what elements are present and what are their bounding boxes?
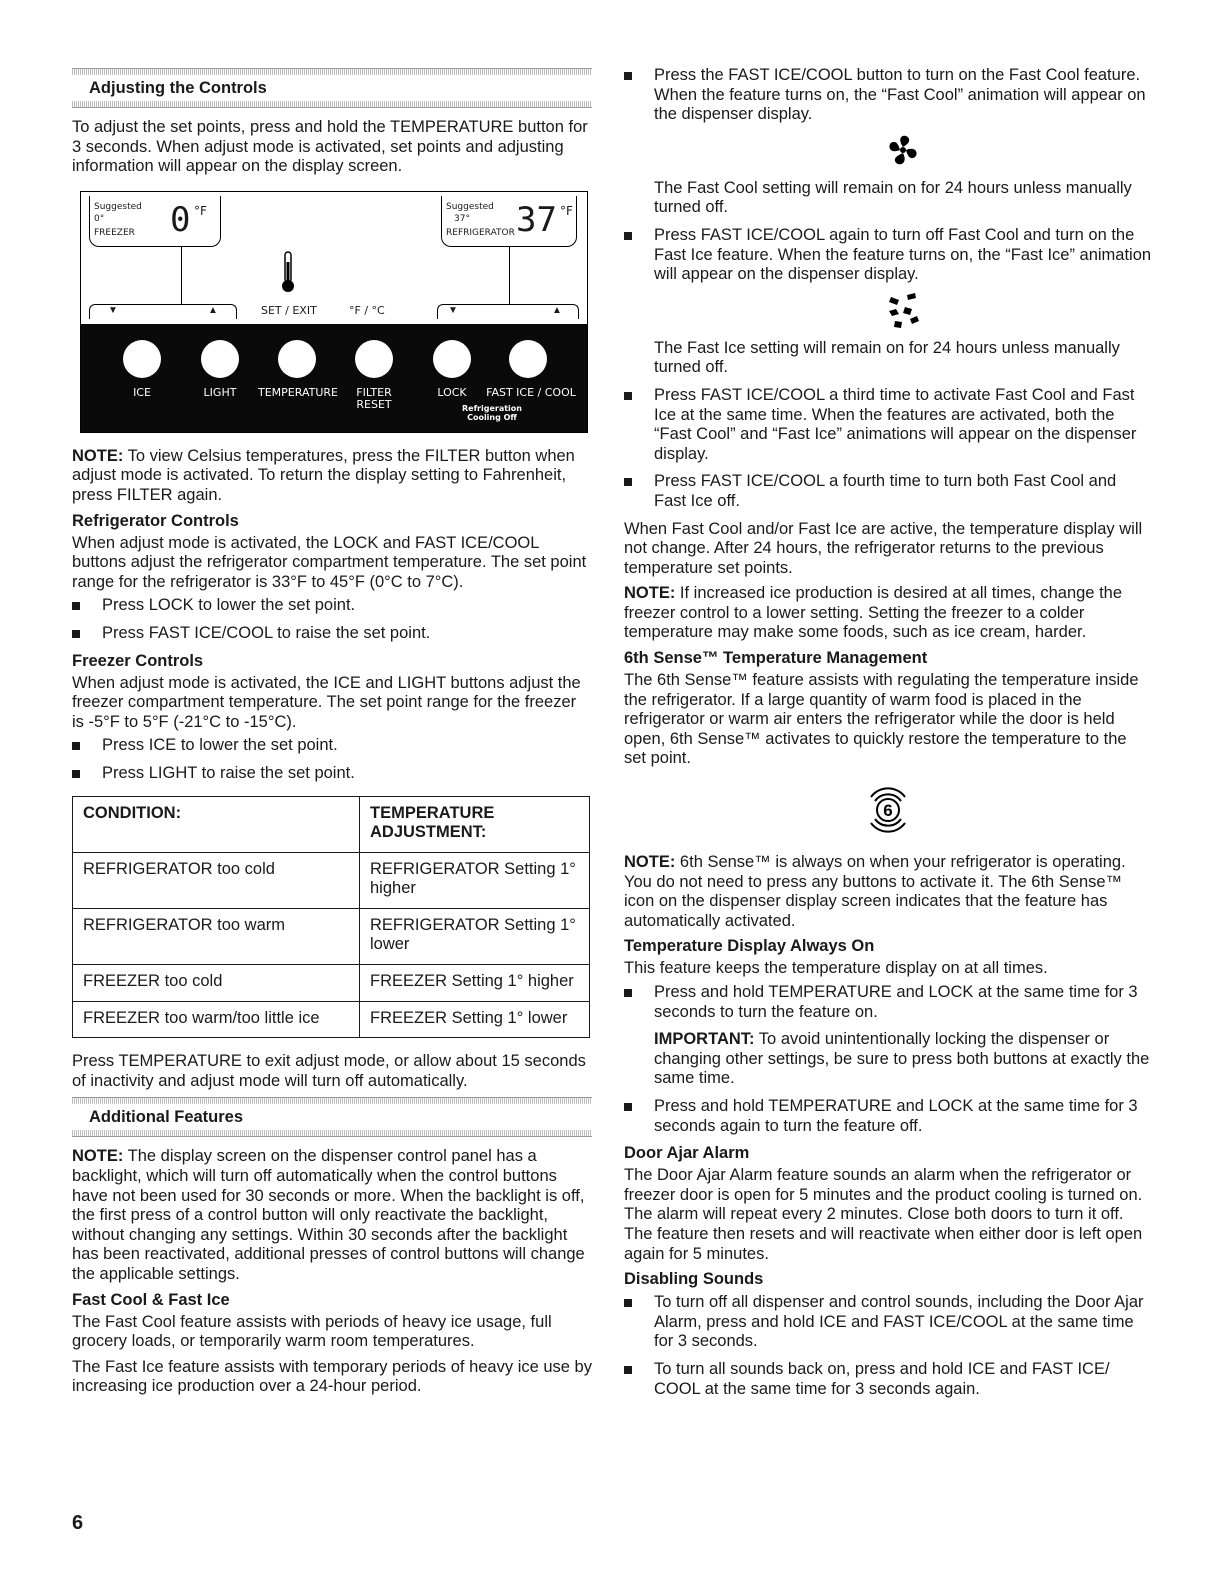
freezer-controls-list: [72, 736, 592, 783]
refrigerator-controls-list: [72, 596, 592, 643]
connector-line: [509, 246, 510, 304]
ice-button-label: ICE: [133, 385, 151, 399]
lock-button-label: LOCK: [437, 385, 467, 399]
table-cell: REFRIGERATOR too warm: [73, 908, 360, 964]
fast-ice-cubes-icon: [883, 291, 923, 329]
table-row: [73, 965, 590, 1002]
intro-paragraph: To adjust the set points, press and hold the TEMPERATURE button for 3 seconds. When adjust mode is activated, set points and adjusting information will appear on the display screen.: [72, 118, 588, 176]
freezer-display: [89, 196, 221, 247]
sixth-sense-icon: [865, 787, 911, 833]
note-text: If increased ice production is desired at all times, change the freezer control to a lower setting. Setting the freezer to a colder temperature may make some foods, such as ice cream, harder.: [624, 584, 1123, 642]
table-cell: REFRIGERATOR Setting 1° higher: [360, 852, 590, 908]
fridge-suggested-value: 37°: [454, 213, 470, 224]
fast-cool-fast-ice-heading: Fast Cool & Fast Ice: [72, 1290, 230, 1309]
fridge-suggested-label: Suggested: [446, 201, 494, 212]
note-label: NOTE:: [624, 853, 676, 872]
connector-line: [181, 246, 182, 304]
section-rule: [72, 101, 592, 108]
fast-ice-cool-button[interactable]: [509, 340, 547, 378]
fast-cool-icon-box: [654, 131, 1152, 171]
fridge-unit: °F: [560, 203, 573, 218]
temperature-display-list: [624, 983, 1152, 1136]
page-number: 6: [72, 1512, 84, 1534]
note-sixth-sense: [624, 853, 1152, 931]
list-item: Press LOCK to lower the set point.: [72, 596, 592, 616]
list-item: Press FAST ICE/COOL a third time to activate Fast Cool and Fast Ice at the same time. When the features are activated, both the “Fast Cool” and “Fast Ice” animations will appear on the dispenser display.: [624, 386, 1152, 464]
freezer-controls-heading: Freezer Controls: [72, 651, 204, 670]
set-exit-label: SET / EXIT: [261, 303, 317, 317]
door-ajar-heading: Door Ajar Alarm: [624, 1144, 750, 1163]
sixth-sense-icon-box: [624, 787, 1152, 833]
table-cell: REFRIGERATOR Setting 1° lower: [360, 908, 590, 964]
filter-reset-button[interactable]: [355, 340, 393, 378]
note-label: NOTE:: [72, 1147, 124, 1166]
list-item: To turn off all dispenser and control sounds, including the Door Ajar Alarm, press and hold ICE and FAST ICE/COOL at the same time for 3 seconds.: [624, 1293, 1152, 1352]
list-item: Press FAST ICE/COOL a fourth time to turn both Fast Cool and Fast Ice off.: [624, 472, 1152, 511]
section-rule: [72, 1097, 592, 1104]
sixth-sense-text: The 6th Sense™ feature assists with regulating the temperature inside the refrigerator. If a large quantity of warm food is placed in the refrigerator or warm air enters the refrigerator while the door is held open, 6th Sense™ activates to quickly restore the temperature to the set point.: [624, 671, 1139, 768]
note-ice-production: [624, 584, 1152, 643]
up-arrow-icon: ▲: [552, 304, 562, 316]
refrigerator-controls-heading: Refrigerator Controls: [72, 511, 239, 530]
right-column: [624, 62, 1152, 1407]
list-item: [624, 66, 1152, 218]
active-display-text: When Fast Cool and/or Fast Ice are active, the temperature display will not change. After 24 hours, the refrigerator returns to the previous temperature set points.: [624, 519, 1143, 577]
table-row: [73, 1001, 590, 1038]
section-header-additional: [72, 1097, 592, 1137]
note-label: NOTE:: [72, 446, 124, 465]
section-title: Additional Features: [89, 1108, 244, 1127]
up-arrow-icon: ▲: [208, 304, 218, 316]
fast-cool-fan-icon: [885, 131, 921, 169]
table-header-cell: CONDITION:: [73, 796, 360, 852]
condition-table: [72, 796, 590, 1039]
fast-ice-cool-button-label: FAST ICE / COOL: [486, 385, 576, 399]
section-header-adjusting: [72, 68, 592, 108]
sixth-sense-heading: 6th Sense™ Temperature Management: [624, 649, 928, 668]
refrigeration-cooling-off-label: Refrigeration Cooling Off: [461, 403, 522, 422]
fast-ice-icon-box: [654, 291, 1152, 331]
note-text: The display screen on the dispenser control panel has a backlight, which will turn off automatically when the control buttons have not been used for 30 seconds or more. When the backlight is off, the first press of a control button will only reactivate the backlight, without changing any settings. Within 30 seconds after the backlight has been reactivated, additional presses of control buttons will change the applicable settings.: [72, 1147, 585, 1283]
light-button-label: LIGHT: [203, 385, 237, 399]
table-row: [73, 852, 590, 908]
refrigerator-controls-text: When adjust mode is activated, the LOCK and FAST ICE/COOL buttons adjust the refrigerator compartment temperature. The set point range for the refrigerator is 33°F to 45°F (0°C to 7°C).: [72, 533, 587, 591]
thermometer-icon: [281, 250, 295, 294]
ice-button[interactable]: [123, 340, 161, 378]
fast-ice-step: Press FAST ICE/COOL again to turn off Fast Cool and turn on the Fast Ice feature. When the feature turns on, the “Fast Ice” animation will appear on the dispenser display.: [654, 225, 1152, 284]
sixth-sense-icon-digit: 6: [883, 801, 893, 821]
table-cell: FREEZER too warm/too little ice: [73, 1001, 360, 1038]
important-text: To avoid unintentionally locking the dispenser or changing other settings, be sure to press both buttons at exactly the same time.: [654, 1030, 1150, 1088]
table-cell: FREEZER Setting 1° higher: [360, 965, 590, 1002]
list-item: [624, 226, 1152, 378]
down-arrow-icon: ▼: [108, 304, 118, 316]
exit-adjust-text: Press TEMPERATURE to exit adjust mode, or allow about 15 seconds of inactivity and adjust mode will turn off automatically.: [72, 1052, 586, 1090]
freezer-suggested-value: 0°: [94, 213, 105, 224]
temperature-display-heading: Temperature Display Always On: [624, 937, 875, 956]
freezer-arrows: [89, 304, 237, 319]
section-rule: [72, 1130, 592, 1137]
note-text: To view Celsius temperatures, press the FILTER button when adjust mode is activated. To return the display setting to Fahrenheit, press FILTER again.: [72, 446, 575, 504]
refrigerator-display: [441, 196, 577, 247]
note-celsius: [72, 447, 592, 506]
note-text: 6th Sense™ is always on when your refrigerator is operating. You do not need to press any buttons to activate it. The 6th Sense™ icon on the dispenser display screen indicates that the feature has automatically activated.: [624, 853, 1126, 930]
panel-display-area: [81, 192, 585, 318]
list-item: Press and hold TEMPERATURE and LOCK at the same time for 3 seconds again to turn the feature off.: [624, 1097, 1152, 1136]
freezer-suggested-label: Suggested: [94, 201, 142, 212]
temperature-button-label: TEMPERATURE: [258, 385, 338, 399]
note-backlight: [72, 1147, 592, 1284]
important-label: IMPORTANT:: [654, 1030, 755, 1049]
door-ajar-text: The Door Ajar Alarm feature sounds an alarm when the refrigerator or freezer door is open for 5 minutes and the product cooling is turned on. The alarm will repeat every 2 minutes. Close both doors to turn it off. The feature then resets and will reactivate when either door is left open again for 5 minutes.: [624, 1166, 1143, 1263]
important-note: [654, 1030, 1152, 1089]
table-header-row: [73, 796, 590, 852]
fast-cool-ice-list: [624, 66, 1152, 512]
list-item: [624, 983, 1152, 1089]
table-cell: REFRIGERATOR too cold: [73, 852, 360, 908]
temperature-display-step-on: Press and hold TEMPERATURE and LOCK at the same time for 3 seconds to turn the feature on.: [654, 983, 1138, 1021]
disabling-sounds-list: [624, 1293, 1152, 1399]
lock-button[interactable]: [433, 340, 471, 378]
freezer-label: FREEZER: [94, 227, 135, 238]
temperature-display-text: This feature keeps the temperature display on at all times.: [624, 959, 1048, 978]
list-item: Press LIGHT to raise the set point.: [72, 764, 592, 784]
units-label: °F / °C: [349, 303, 385, 317]
light-button[interactable]: [201, 340, 239, 378]
section-rule: [72, 68, 592, 75]
filter-reset-button-label: FILTER RESET: [356, 385, 392, 411]
table-row: [73, 908, 590, 964]
list-item: Press FAST ICE/COOL to raise the set point.: [72, 624, 592, 644]
fast-ice-paragraph: The Fast Ice feature assists with temporary periods of heavy ice use by increasing ice production over a 24-hour period.: [72, 1357, 592, 1396]
control-panel-illustration: [80, 191, 588, 433]
freezer-temperature: 0: [170, 199, 191, 240]
list-item: Press ICE to lower the set point.: [72, 736, 592, 756]
table-cell: FREEZER Setting 1° lower: [360, 1001, 590, 1038]
down-arrow-icon: ▼: [448, 304, 458, 316]
fast-cool-duration: The Fast Cool setting will remain on for 24 hours unless manually turned off.: [654, 178, 1132, 217]
fast-ice-duration: The Fast Ice setting will remain on for 24 hours unless manually turned off.: [654, 338, 1120, 377]
temperature-button[interactable]: [278, 340, 316, 378]
disabling-sounds-heading: Disabling Sounds: [624, 1270, 764, 1289]
table-cell: FREEZER too cold: [73, 965, 360, 1002]
fast-cool-step: Press the FAST ICE/COOL button to turn on the Fast Cool feature. When the feature turns on, the “Fast Cool” animation will appear on the dispenser display.: [654, 66, 1146, 124]
freezer-unit: °F: [194, 203, 207, 218]
table-header-cell: TEMPERATURE ADJUSTMENT:: [360, 796, 590, 852]
list-item: To turn all sounds back on, press and hold ICE and FAST ICE/ COOL at the same time for 3 seconds again.: [624, 1360, 1152, 1399]
left-column: [72, 62, 592, 1397]
fridge-label: REFRIGERATOR: [446, 227, 515, 238]
fridge-temperature: 37: [516, 199, 557, 240]
fridge-arrows: [437, 304, 579, 319]
fast-cool-paragraph: The Fast Cool feature assists with periods of heavy ice usage, full grocery loads, or temporarily warm room temperatures.: [72, 1312, 552, 1351]
section-title: Adjusting the Controls: [89, 79, 267, 97]
note-label: NOTE:: [624, 584, 676, 603]
freezer-controls-text: When adjust mode is activated, the ICE and LIGHT buttons adjust the freezer compartment temperature. The set point range for the freezer is -5°F to 5°F (-21°C to -15°C).: [72, 673, 581, 731]
